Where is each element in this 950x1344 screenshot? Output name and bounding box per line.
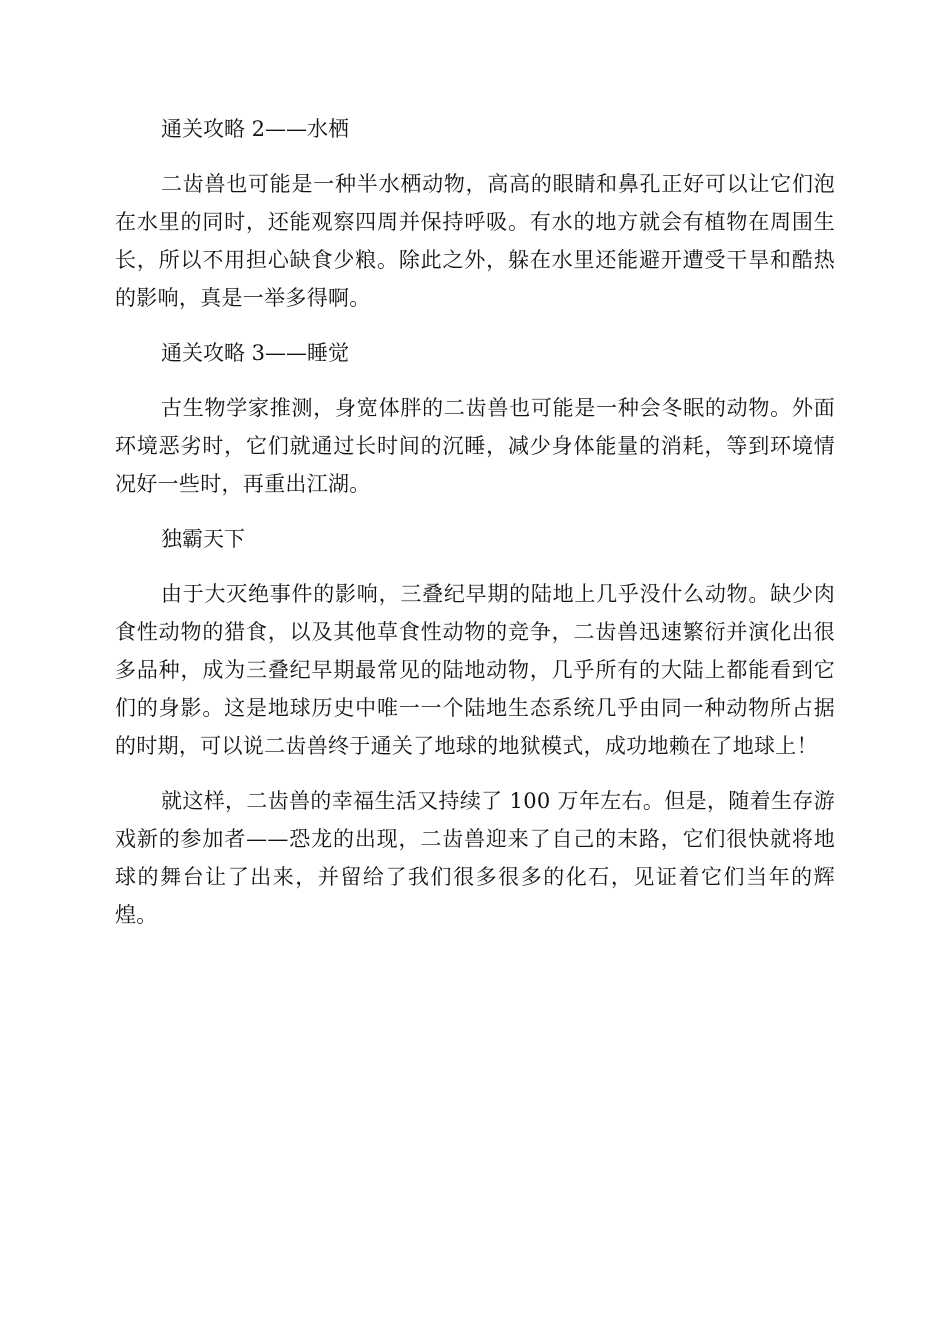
section-heading-aquatic: 通关攻略 2——水栖 [161, 117, 350, 141]
document-page [115, 110, 835, 934]
section-heading-dominance: 独霸天下 [161, 527, 245, 551]
closing-paragraph: 就这样，二齿兽的幸福生活又持续了 100 万年左右。但是，随着生存游戏新的参加者——恐龙的出现，二齿兽迎来了自己的末路，它们很快就将地球的舞台让了出来，并留给了我们很多很多的化石，见证着它们当年的辉煌。 [115, 789, 835, 927]
section-paragraph-sleep: 古生物学家推测，身宽体胖的二齿兽也可能是一种会冬眠的动物。外面环境恶劣时，它们就通过长时间的沉睡，减少身体能量的消耗，等到环境情况好一些时，再重出江湖。 [115, 396, 835, 496]
section-paragraph-dominance: 由于大灭绝事件的影响，三叠纪早期的陆地上几乎没什么动物。缺少肉食性动物的猎食，以及其他草食性动物的竞争，二齿兽迅速繁衍并演化出很多品种，成为三叠纪早期最常见的陆地动物，几乎所有的大陆上都能看到它们的身影。这是地球历史中唯一一个陆地生态系统几乎由同一种动物所占据的时期，可以说二齿兽终于通关了地球的地狱模式，成功地赖在了地球上！ [115, 582, 835, 758]
section-paragraph-aquatic: 二齿兽也可能是一种半水栖动物，高高的眼睛和鼻孔正好可以让它们泡在水里的同时，还能观察四周并保持呼吸。有水的地方就会有植物在周围生长，所以不用担心缺食少粮。除此之外，躲在水里还能避开遭受干旱和酷热的影响，真是一举多得啊。 [115, 172, 835, 310]
section-heading-sleep: 通关攻略 3——睡觉 [161, 341, 350, 365]
